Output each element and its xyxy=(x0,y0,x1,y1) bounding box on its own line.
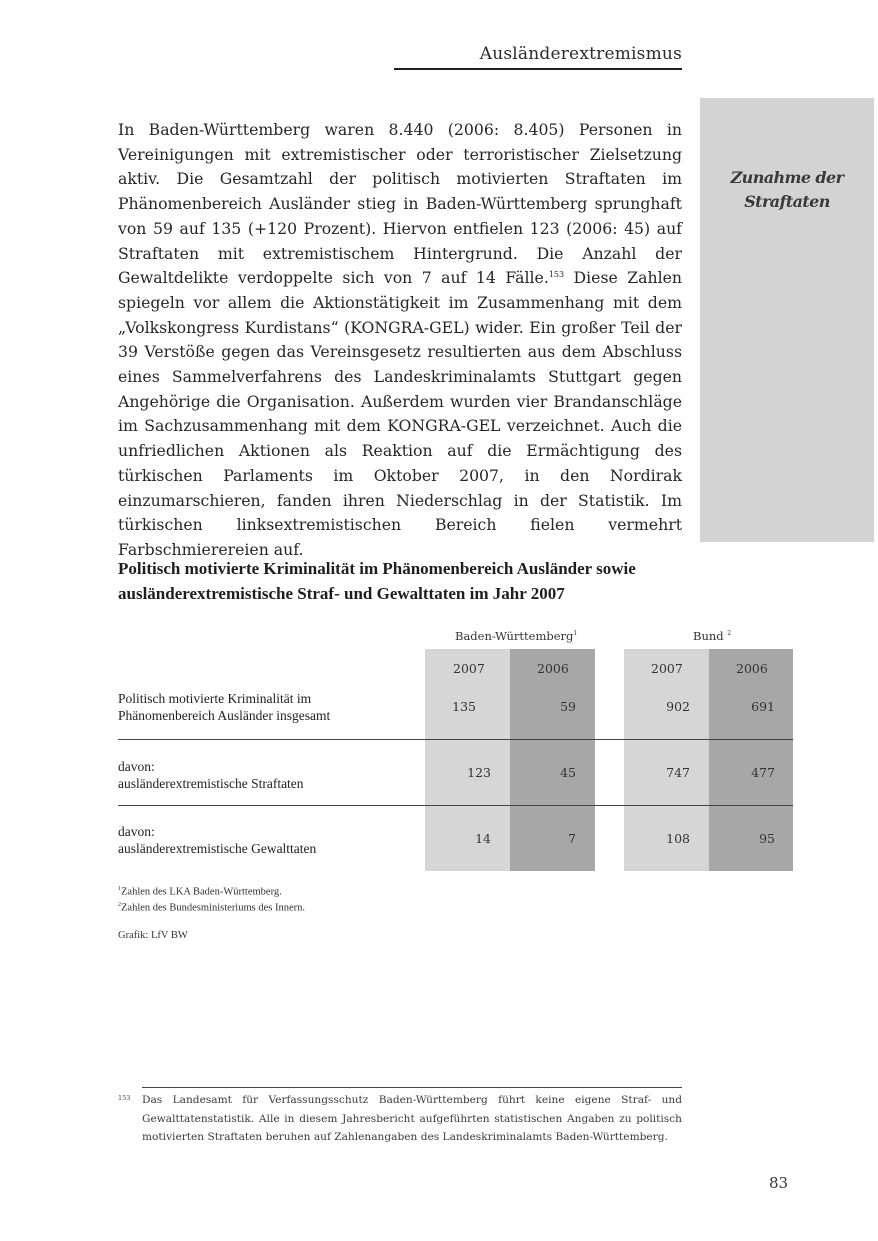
cell-r2-bund-2006: 477 xyxy=(751,765,775,780)
body-paragraph xyxy=(118,118,682,563)
body-text-part-1: In Baden-Württemberg waren 8.440 (2006: 8.405) Personen in Vereinigungen mit extremistischer oder terroristischer Zielsetzung aktiv. Die Gesamtzahl der politisch motivierten Straftaten im Phänomenbereich Ausländer stieg in Baden-Württemberg sprunghaft von 59 auf 135 (+120 Prozent). Hiervon entfielen 123 (2006: 45) auf Straftaten mit extremistischem Hintergrund. Die Anzahl der Gewaltdelikte verdoppelte sich von 7 auf 14 Fälle. xyxy=(118,120,682,288)
cell-r3-bw-2006: 7 xyxy=(568,831,576,846)
group-label-bund: Bund $^2$ xyxy=(693,629,732,643)
table-note-2: $^2$Zahlen des Bundesministeriums des Innern. xyxy=(118,902,306,914)
table-title xyxy=(118,556,718,606)
row-label-3: davon: ausländerextremistische Gewalttaten xyxy=(118,824,317,856)
group-label-bw: Baden-Württemberg$^1$ xyxy=(455,629,578,643)
cell-r3-bund-2007: 108 xyxy=(666,831,690,846)
cell-r2-bw-2007: 123 xyxy=(467,765,491,780)
page-number: 83 xyxy=(769,1174,789,1192)
margin-box xyxy=(700,98,874,542)
table-title-line-1: Politisch motivierte Kriminalität im Phänomenbereich Ausländer sowie xyxy=(118,559,636,578)
row-rule-2 xyxy=(118,805,793,806)
cell-r2-bund-2007: 747 xyxy=(666,765,690,780)
year-bund-2006: 2006 xyxy=(736,661,768,676)
cell-r1-bw-2006: 59 xyxy=(560,699,576,714)
footnote-number: 153 xyxy=(118,1094,131,1102)
running-header: Ausländerextremismus xyxy=(479,44,682,64)
footnote-reference: 153 xyxy=(548,269,565,279)
footnote-rule xyxy=(142,1087,682,1088)
table-title-line-2: ausländerextremistische Straf- und Gewalttaten im Jahr 2007 xyxy=(118,584,565,603)
margin-note-line-2: Straftaten xyxy=(744,192,830,211)
cell-r3-bund-2006: 95 xyxy=(759,831,775,846)
body-text-part-2: Diese Zahlen spiegeln vor allem die Aktionstätigkeit im Zusammenhang mit dem „Volkskongress Kurdistans“ (KONGRA-GEL) wider. Ein großer Teil der 39 Verstöße gegen das Vereinsgesetz resultierten aus dem Abschluss eines Sammelverfahrens des Landeskriminalamts Stuttgart gegen Angehörige die Organisation. Außerdem wurden vier Brandanschläge im Sachzusammenhang mit dem KONGRA-GEL verzeichnet. Auch die unfriedlichen Aktionen als Reaktion auf die Ermächtigung des türkischen Parlaments im Oktober 2007, in den Nordirak einzumarschieren, fanden ihren Niederschlag in der Statistik. Im türkischen linksextremistischen Bereich fielen vermehrt Farbschmierereien auf. xyxy=(118,268,683,559)
row-label-1: Politisch motivierte Kriminalität im Phänomenbereich Ausländer insgesamt xyxy=(118,691,331,723)
table-note-1: $^1$Zahlen des LKA Baden-Württemberg. xyxy=(118,886,282,898)
row-rule-1 xyxy=(118,739,793,740)
margin-note xyxy=(700,166,874,214)
year-bund-2007: 2007 xyxy=(651,661,683,676)
year-bw-2006: 2006 xyxy=(537,661,569,676)
cell-r1-bund-2007: 902 xyxy=(666,699,690,714)
header-rule xyxy=(394,68,682,70)
cell-r3-bw-2007: 14 xyxy=(475,831,491,846)
cell-r2-bw-2006: 45 xyxy=(560,765,576,780)
cell-r1-bund-2006: 691 xyxy=(751,699,775,714)
table-source: Grafik: LfV BW xyxy=(118,930,188,941)
year-bw-2007: 2007 xyxy=(453,661,485,676)
row-label-2: davon: ausländerextremistische Straftaten xyxy=(118,759,304,791)
margin-note-line-1: Zunahme der xyxy=(730,168,844,187)
cell-r1-bw-2007: 135 xyxy=(452,699,476,714)
footnote-text: Das Landesamt für Verfassungsschutz Baden-Württemberg führt keine eigene Straf- und Gewalttatenstatistik. Alle in diesem Jahresbericht aufgeführten statistischen Angaben zu politisch motivierten Straftaten beruhen auf Zahlenangaben des Landeskriminalamts Baden-Württemberg. xyxy=(142,1094,682,1143)
